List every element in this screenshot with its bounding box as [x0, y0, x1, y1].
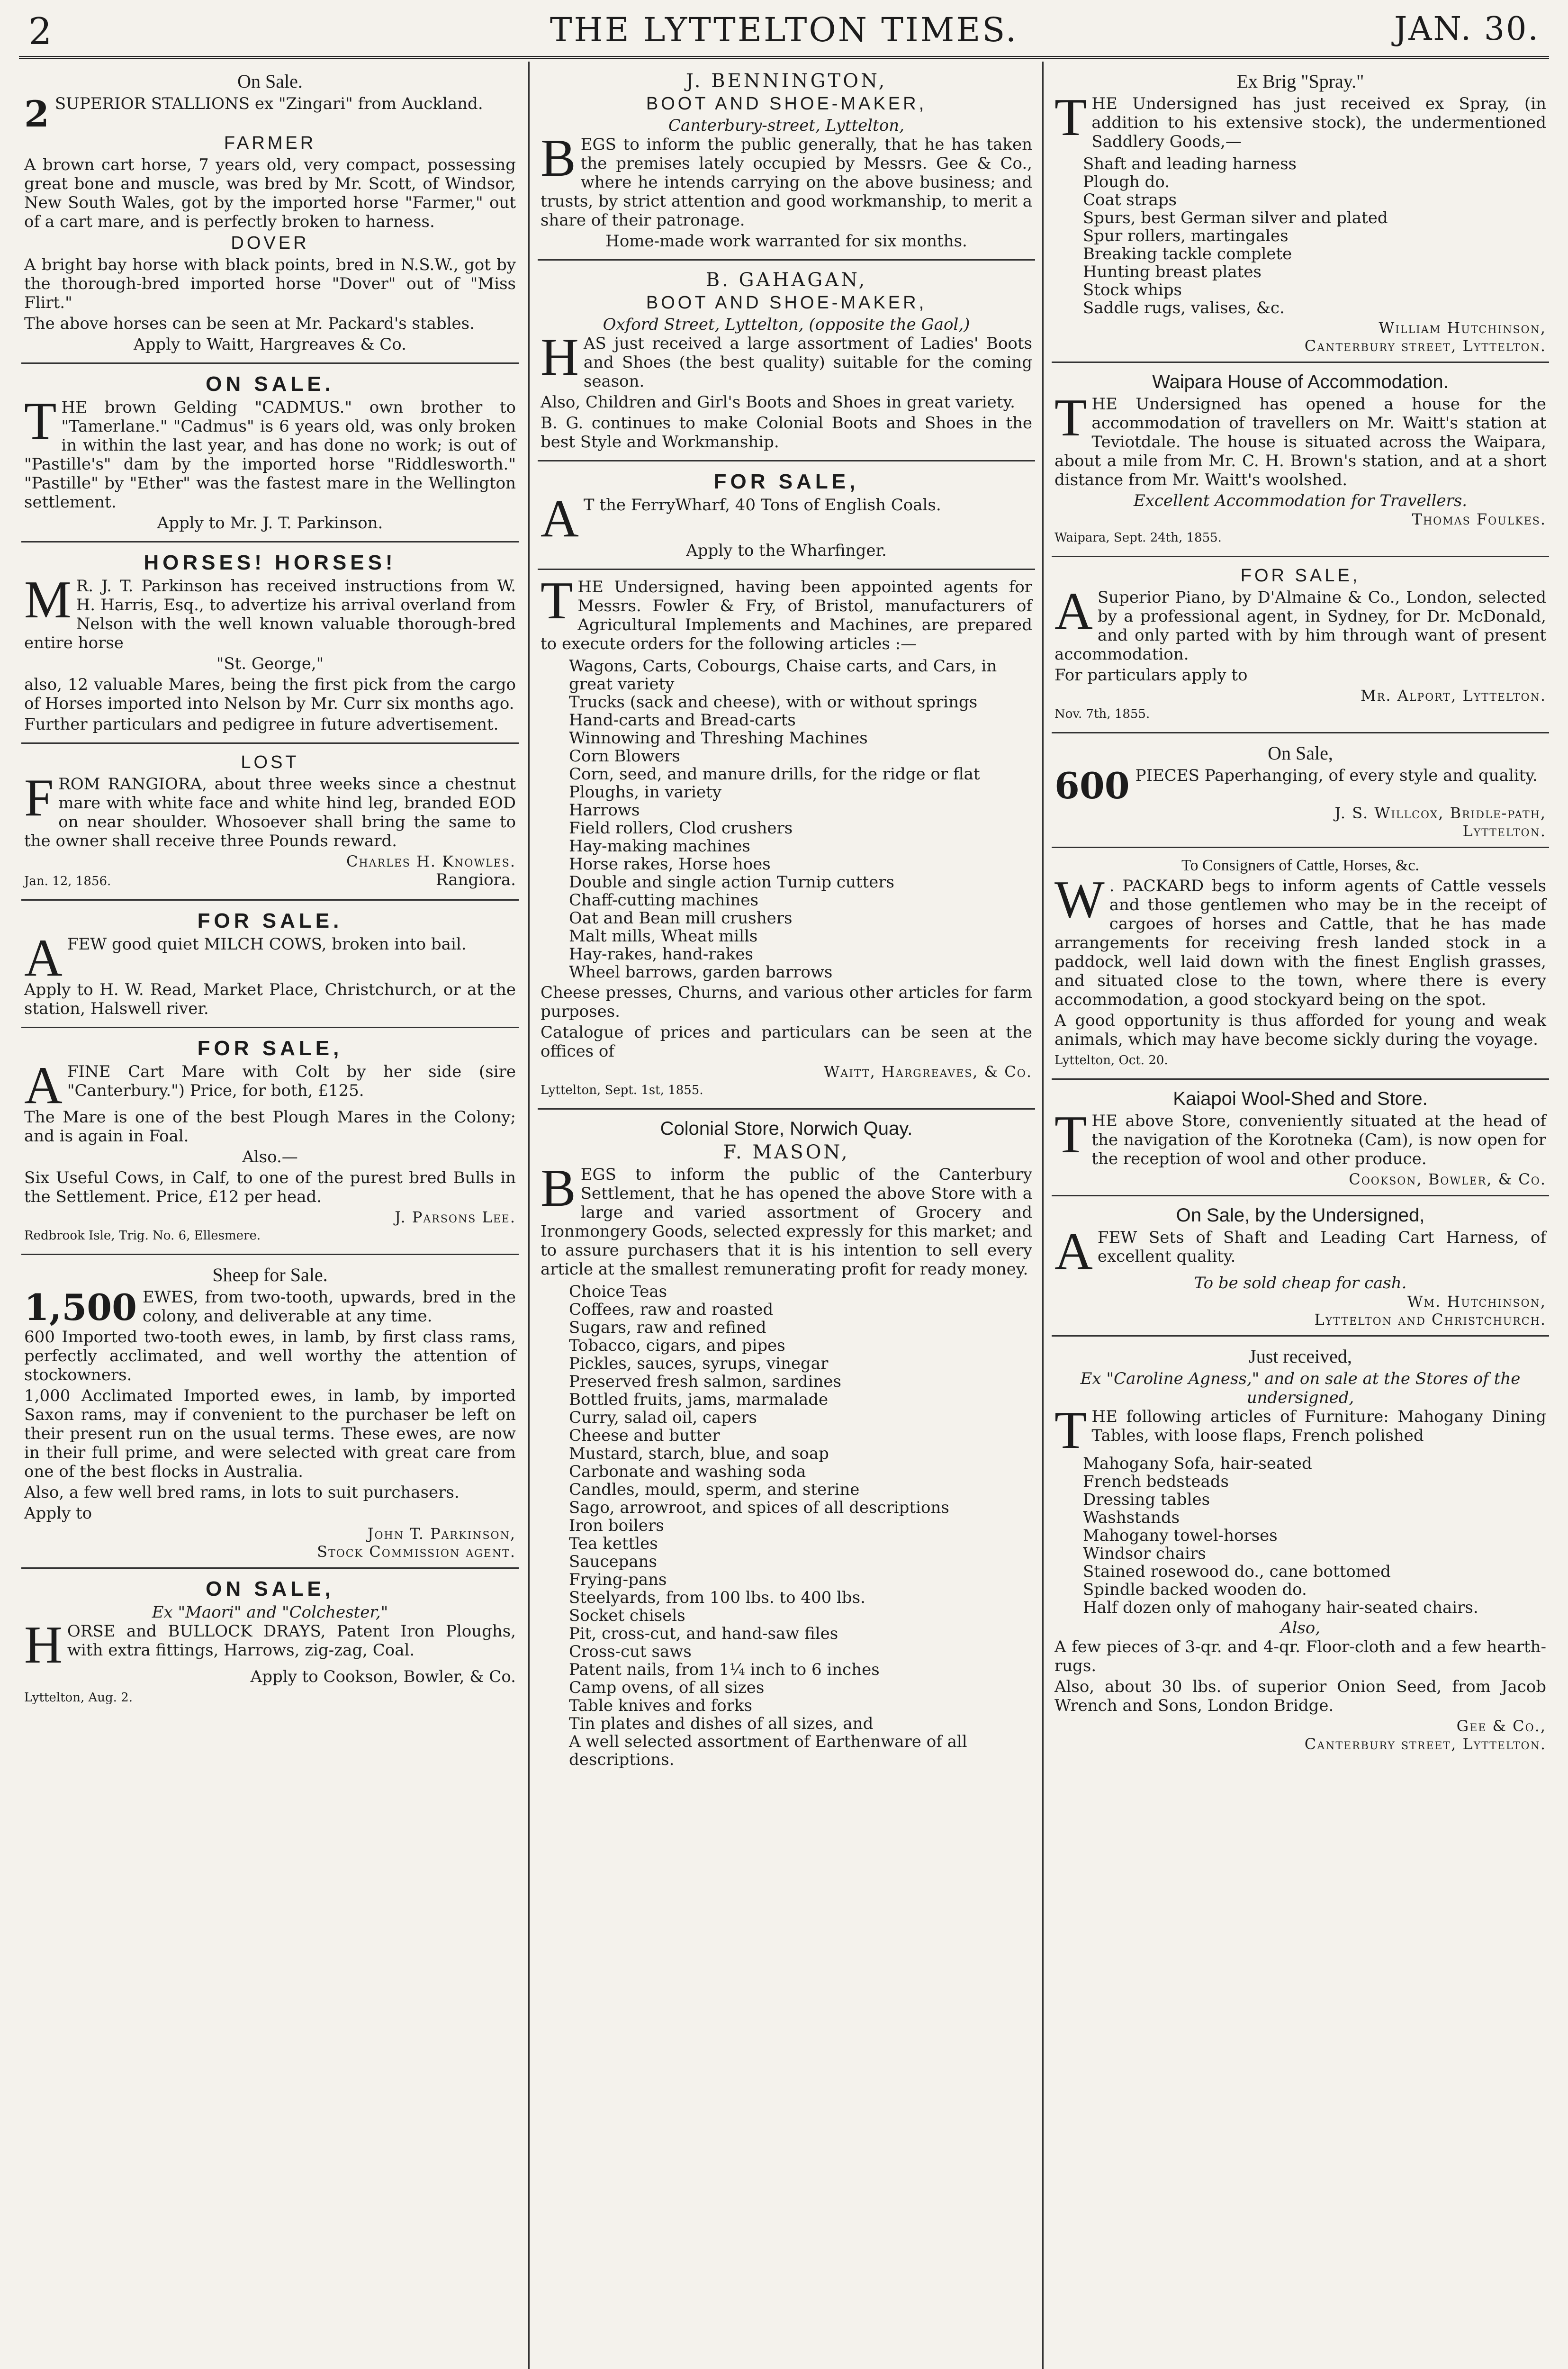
- ad-signature-line2: Lyttelton and Christchurch.: [1314, 1311, 1546, 1329]
- ad-heading: Waipara House of Accommodation.: [1152, 371, 1449, 392]
- ad-text: Home-made work warranted for six months.: [605, 232, 967, 251]
- list-item: Patent nails, from 1¼ inch to 6 inches: [569, 1660, 880, 1679]
- ad-harness: [1052, 1201, 1549, 1337]
- ad-apply: Apply to Waitt, Hargreaves & Co.: [134, 335, 406, 354]
- list-item: Chaff-cutting machines: [569, 891, 759, 910]
- ad-signature-line2: Canterbury street, Lyttelton.: [1304, 337, 1546, 355]
- ad-text: HE following articles of Furniture: Mahogany Dining Tables, with loose flaps, French polished: [1091, 1407, 1546, 1445]
- list-item: Iron boilers: [569, 1516, 664, 1535]
- newspaper-title: THE LYTTELTON TIMES.: [550, 10, 1018, 49]
- ad-text: FEW Sets of Shaft and Leading Cart Harness, of excellent quality.: [1097, 1228, 1546, 1266]
- ad-heading: HORSES! HORSES!: [144, 551, 397, 574]
- ad-heading: FOR SALE,: [197, 1037, 343, 1060]
- ad-heading: Just received,: [1249, 1346, 1352, 1367]
- list-item: Tin plates and dishes of all sizes, and: [569, 1714, 874, 1733]
- list-item: Shaft and leading harness: [1083, 154, 1297, 173]
- list-item: Field rollers, Clod crushers: [569, 819, 793, 838]
- ad-text: Also, a few well bred rams, in lots to suit purchasers.: [24, 1483, 460, 1502]
- list-item: Socket chisels: [569, 1606, 685, 1625]
- ad-subheading: BOOT AND SHOE-MAKER,: [646, 293, 927, 313]
- ad-cadmus: [21, 369, 519, 543]
- list-item: Mahogany towel-horses: [1083, 1526, 1278, 1545]
- ad-text: Six Useful Cows, in Calf, to one of the purest bred Bulls in the Settlement. Price, £12 per head.: [24, 1168, 516, 1206]
- lead-number: 1,500: [24, 1286, 137, 1329]
- drop-cap: B: [541, 129, 576, 188]
- ad-heading: Sheep for Sale.: [212, 1264, 328, 1285]
- ad-text: For particulars apply to: [1054, 666, 1248, 685]
- ad-text: SUPERIOR STALLIONS ex "Zingari" from Auckland.: [54, 94, 483, 113]
- lead-number: 2: [24, 93, 49, 135]
- column-1: [21, 66, 519, 2369]
- ad-heading: Colonial Store, Norwich Quay.: [660, 1118, 913, 1139]
- ad-drays: [21, 1573, 519, 1716]
- drop-cap: B: [541, 1159, 576, 1218]
- list-item: Ploughs, in variety: [569, 783, 722, 802]
- ad-heading: On Sale.: [237, 71, 303, 92]
- list-item: Cheese and butter: [569, 1426, 720, 1445]
- ad-date: Lyttelton, Aug. 2.: [24, 1691, 133, 1705]
- ad-text: A few pieces of 3-qr. and 4-qr. Floor-cloth and a few hearth-rugs.: [1054, 1637, 1546, 1675]
- ad-address: Redbrook Isle, Trig. No. 6, Ellesmere.: [24, 1229, 261, 1243]
- ad-text: 600 Imported two-tooth ewes, in lamb, by first class rams, perfectly acclimated, and well worthy the attention of stockowners.: [24, 1328, 516, 1384]
- ad-heading: FOR SALE,: [713, 470, 859, 493]
- list-item: Spurs, best German silver and plated: [1083, 208, 1388, 227]
- ad-signature: Gee & Co.,: [1456, 1717, 1546, 1735]
- list-item: Corn Blowers: [569, 747, 680, 766]
- ad-text: HE brown Gelding "CADMUS." own brother to "Tamerlane." "Cadmus" is 6 years old, was only broken in within the last year, and has done no work; is out of "Pastille's" dam by the imported horse "Riddlesworth." "Pastille" by "Ether" was the fastest mare in the Wellington settlement.: [24, 398, 516, 512]
- ad-text: The above horses can be seen at Mr. Packard's stables.: [24, 314, 475, 333]
- list-item: Preserved fresh salmon, sardines: [569, 1372, 841, 1391]
- list-item: Malt mills, Wheat mills: [569, 927, 758, 946]
- list-item: Wheel barrows, garden barrows: [569, 963, 833, 982]
- ad-signature: J. Parsons Lee.: [395, 1208, 516, 1226]
- drop-cap: H: [541, 328, 579, 387]
- ad-heading: FOR SALE.: [197, 909, 343, 932]
- ad-address: Canterbury-street, Lyttelton,: [668, 116, 905, 135]
- list-item: Cross-cut saws: [569, 1642, 692, 1661]
- ad-subheading: Ex "Maori" and "Colchester,": [152, 1603, 388, 1622]
- ad-heading: LOST: [241, 752, 299, 772]
- drop-cap: T: [1054, 88, 1087, 147]
- ad-heading: On Sale, by the Undersigned,: [1176, 1205, 1425, 1226]
- list-item: Breaking tackle complete: [1083, 244, 1292, 263]
- ad-signature: Wm. Hutchinson,: [1407, 1293, 1546, 1311]
- ad-heading: To Consigners of Cattle, Horses, &c.: [1181, 857, 1419, 874]
- drop-cap: H: [24, 1616, 63, 1674]
- page-number: 2: [28, 10, 52, 53]
- list-item: Saucepans: [569, 1552, 658, 1571]
- ad-heading: On Sale,: [1268, 742, 1333, 764]
- ad-text: 1,000 Acclimated Imported ewes, in lamb, by imported Saxon rams, may if convenient to the purchaser be left on their present run on the usual terms. These ewes, are now in their full prime, and were selected with great care from one of the best flocks in Australia.: [24, 1386, 516, 1481]
- ad-text: Also, Children and Girl's Boots and Shoes in great variety.: [541, 393, 1015, 412]
- ad-cart-mare: [21, 1033, 519, 1255]
- ad-text: R. J. T. Parkinson has received instructions from W. H. Harris, Esq., to advertize his arrival overland from Nelson with the well known valuable thorough-bred entire horse: [24, 577, 516, 652]
- ad-text: ORSE and BULLOCK DRAYS, Patent Iron Ploughs, with extra fittings, Harrows, zig-zag, Coal.: [67, 1622, 516, 1660]
- list-item: Candles, mould, sperm, and sterine: [569, 1480, 860, 1499]
- ad-text: FEW good quiet MILCH COWS, broken into bail.: [67, 935, 467, 954]
- list-item: Washstands: [1083, 1508, 1180, 1527]
- list-item: Tobacco, cigars, and pipes: [569, 1336, 785, 1355]
- ad-text: HE Undersigned has opened a house for the accommodation of travellers on Mr. Waitt's station at Teviotdale. The house is situated across the Waipara, about a mile from Mr. C. H. Brown's station, and at a short distance from Mr. Waitt's woolshed.: [1054, 395, 1546, 489]
- ad-horses: [21, 547, 519, 744]
- ad-text: The Mare is one of the best Plough Mares in the Colony; and is again in Foal.: [24, 1108, 516, 1146]
- column-2: [538, 66, 1035, 2369]
- drop-cap: T: [1054, 1105, 1087, 1164]
- ad-heading: Ex Brig "Spray.": [1236, 71, 1364, 92]
- list-item: Coat straps: [1083, 190, 1177, 209]
- list-item: Harrows: [569, 801, 640, 820]
- list-item: Wagons, Carts, Cobourgs, Chaise carts, and Cars, in great variety: [569, 657, 997, 694]
- ad-date: Jan. 12, 1856.: [24, 874, 111, 888]
- ad-fowler-fry: [538, 571, 1035, 1110]
- ad-text: AS just received a large assortment of Ladies' Boots and Shoes (the best quality) suitable for the coming season.: [583, 334, 1032, 391]
- ad-apply: Apply to Cookson, Bowler, & Co.: [250, 1667, 516, 1686]
- ad-text: EGS to inform the public of the Canterbury Settlement, that he has opened the above Store with a large and varied assortment of Grocery and Ironmongery Goods, selected expressly for this market; and to assure purchasers that it is his intention to sell every article at the smallest remunerating profit for ready money.: [541, 1165, 1032, 1279]
- ad-text: A good opportunity is thus afforded for young and weak animals, which may have become sickly during the voyage.: [1054, 1011, 1546, 1049]
- drop-cap: T: [1054, 1401, 1087, 1460]
- list-item: Windsor chairs: [1083, 1544, 1206, 1563]
- ad-text: . PACKARD begs to inform agents of Cattle vessels and those gentlemen who may be in the receipt of cargoes of horses and Cattle, that he has made arrangements for receiving fresh landed stock in a paddock, well laid down with the finest English grasses, and situated close to the town, where there is every accommodation, a good stockyard being on the spot.: [1054, 877, 1546, 1009]
- ad-address: Oxford Street, Lyttelton, (opposite the Gaol,): [603, 315, 970, 334]
- ad-packard: [1052, 853, 1549, 1080]
- ad-signature: John T. Parkinson,: [367, 1525, 516, 1543]
- ad-heading: FOR SALE,: [1240, 566, 1361, 586]
- ad-lost: [21, 749, 519, 901]
- list-item: Corn, seed, and manure drills, for the ridge or flat: [569, 765, 980, 784]
- list-item: Mustard, starch, blue, and soap: [569, 1444, 829, 1463]
- ad-signature-line2: Canterbury street, Lyttelton.: [1304, 1735, 1546, 1753]
- saddlery-list: [1054, 155, 1546, 317]
- drop-cap: A: [541, 489, 579, 548]
- list-item: Tea kettles: [569, 1534, 658, 1553]
- ad-apply: Apply to the Wharfinger.: [686, 541, 887, 560]
- masthead-rule: [19, 56, 1549, 59]
- ad-date: Nov. 7th, 1855.: [1054, 707, 1150, 721]
- masthead: [28, 10, 1540, 58]
- drop-cap: F: [24, 769, 54, 827]
- column-3: [1052, 66, 1549, 2369]
- list-item: Frying-pans: [569, 1570, 667, 1589]
- ad-apply: Apply to Mr. J. T. Parkinson.: [157, 514, 383, 533]
- ad-signature: Mr. Alport, Lyttelton.: [1361, 687, 1546, 705]
- ad-kaiapoi: [1052, 1085, 1549, 1196]
- drop-cap: M: [24, 570, 72, 629]
- ad-subheading: DOVER: [231, 233, 309, 253]
- ad-signature: William Hutchinson,: [1379, 319, 1546, 337]
- list-item: Hay-making machines: [569, 837, 750, 856]
- ad-apply: Apply to: [24, 1504, 92, 1523]
- list-item: Spur rollers, martingales: [1083, 226, 1289, 245]
- ad-text: EWES, from two-tooth, upwards, bred in the colony, and deliverable at any time.: [142, 1288, 516, 1326]
- ad-heading: ON SALE.: [206, 372, 334, 396]
- list-item: Pit, cross-cut, and hand-saw files: [569, 1624, 838, 1643]
- list-item: Trucks (sack and cheese), with or without springs: [569, 693, 978, 712]
- list-item: Sugars, raw and refined: [569, 1318, 766, 1337]
- list-item: Oat and Bean mill crushers: [569, 909, 793, 928]
- ad-text: ROM RANGIORA, about three weeks since a chestnut mare with white face and white hind leg, branded EOD on near shoulder. Whosoever shall bring the same to the owner shall receive three Pounds reward.: [24, 775, 516, 850]
- ad-also: Also,: [1280, 1619, 1321, 1637]
- list-item: Sago, arrowroot, and spices of all descriptions: [569, 1498, 949, 1517]
- ad-place: Rangiora.: [436, 870, 516, 889]
- ad-heading: J. BENNINGTON,: [685, 70, 887, 92]
- goods-list: [541, 1283, 1032, 1769]
- ad-italic: To be sold cheap for cash.: [1194, 1274, 1407, 1293]
- list-item: Saddle rugs, valises, &c.: [1083, 298, 1285, 317]
- ad-gahagan: [538, 265, 1035, 461]
- ad-text: also, 12 valuable Mares, being the first pick from the cargo of Horses imported into Nelson by Mr. Curr six months ago.: [24, 675, 516, 713]
- list-item: Spindle backed wooden do.: [1083, 1580, 1307, 1599]
- drop-cap: T: [1054, 389, 1087, 447]
- ad-text: Superior Piano, by D'Almaine & Co., London, selected by a professional agent, in Sydney, for Dr. McDonald, and only parted with by him through want of present accommodation.: [1054, 588, 1546, 664]
- ad-bennington: [538, 66, 1035, 261]
- list-item: Curry, salad oil, capers: [569, 1408, 757, 1427]
- ad-text: T the FerryWharf, 40 Tons of English Coals.: [583, 496, 941, 515]
- ad-text: Catalogue of prices and particulars can be seen at the offices of: [541, 1023, 1032, 1061]
- ad-subheading: FARMER: [224, 133, 316, 153]
- ad-heading: B. GAHAGAN,: [705, 269, 867, 291]
- ad-text: HE above Store, conveniently situated at the head of the navigation of the Korotneka (Cam), is now open for the reception of wool and other produce.: [1091, 1112, 1546, 1168]
- list-item: Plough do.: [1083, 172, 1170, 191]
- implements-list: [541, 657, 1032, 981]
- ad-signature: J. S. Willcox, Bridle-path,: [1334, 804, 1546, 822]
- horse-name: "St. George,": [216, 654, 324, 673]
- list-item: Carbonate and washing soda: [569, 1462, 806, 1481]
- furniture-list: [1054, 1455, 1546, 1617]
- list-item: Hand-carts and Bread-carts: [569, 711, 796, 730]
- issue-date: JAN. 30.: [1394, 10, 1540, 48]
- list-item: French bedsteads: [1083, 1472, 1229, 1491]
- ad-signature-line2: Lyttelton.: [1462, 822, 1546, 840]
- ad-sheep: [21, 1260, 519, 1569]
- ad-date: Lyttelton, Oct. 20.: [1054, 1053, 1168, 1067]
- list-item: Horse rakes, Horse hoes: [569, 855, 771, 874]
- ad-signature: Thomas Foulkes.: [1412, 510, 1546, 528]
- ad-milch-cows: [21, 905, 519, 1028]
- ad-text: HE Undersigned has just received ex Spray, (in addition to his extensive stock), the undermentioned Saddlery Goods,—: [1091, 94, 1546, 151]
- ad-heading: ON SALE,: [206, 1577, 334, 1600]
- list-item: Hay-rakes, hand-rakes: [569, 945, 753, 964]
- list-item: Steelyards, from 100 lbs. to 400 lbs.: [569, 1588, 865, 1607]
- ad-signature: Charles H. Knowles.: [346, 852, 516, 870]
- ad-text: Also, about 30 lbs. of superior Onion Seed, from Jacob Wrench and Sons, London Bridge.: [1054, 1677, 1546, 1715]
- list-item: Bottled fruits, jams, marmalade: [569, 1390, 829, 1409]
- lead-number: 600: [1054, 765, 1130, 807]
- drop-cap: T: [24, 392, 57, 451]
- ad-coals: [538, 466, 1035, 570]
- ad-signature: Cookson, Bowler, & Co.: [1349, 1170, 1546, 1188]
- drop-cap: A: [24, 929, 63, 987]
- drop-cap: A: [1054, 1222, 1093, 1281]
- ad-text: Further particulars and pedigree in future advertisement.: [24, 715, 499, 734]
- ad-stallions: [21, 66, 519, 364]
- column-divider: [528, 62, 530, 2369]
- list-item: Choice Teas: [569, 1282, 667, 1301]
- drop-cap: T: [541, 571, 573, 630]
- ad-text: HE Undersigned, having been appointed agents for Messrs. Fowler & Fry, of Bristol, manufacturers of Agricultural Implements and Machines, are prepared to execute orders for the following articles :—: [541, 578, 1032, 653]
- ad-furniture: [1052, 1341, 1549, 1760]
- ad-text: FINE Cart Mare with Colt by her side (sire "Canterbury.") Price, for both, £125.: [67, 1062, 516, 1100]
- ad-date: Lyttelton, Sept. 1st, 1855.: [541, 1083, 703, 1097]
- drop-cap: A: [1054, 582, 1093, 641]
- ad-text: EGS to inform the public generally, that he has taken the premises lately occupied by Messrs. Gee & Co., where he intends carrying on the above business; and trusts, by strict attention and good workmanship, to merit a share of their patronage.: [541, 135, 1032, 230]
- list-item: Hunting breast plates: [1083, 262, 1262, 281]
- ad-text: A brown cart horse, 7 years old, very compact, possessing great bone and muscle, was bred by Mr. Scott, of Windsor, New South Wales, got by the imported horse "Farmer," out of a cart mare, and is perfectly broken to harness.: [24, 155, 516, 231]
- list-item: Pickles, sauces, syrups, vinegar: [569, 1354, 829, 1373]
- ad-text: A bright bay horse with black points, bred in N.S.W., got by the thorough-bred imported horse "Dover" out of "Miss Flirt.": [24, 255, 516, 312]
- list-item: Stock whips: [1083, 280, 1182, 299]
- list-item: Stained rosewood do., cane bottomed: [1083, 1562, 1391, 1581]
- list-item: Winnowing and Threshing Machines: [569, 729, 868, 748]
- ad-colonial-store: [538, 1114, 1035, 1777]
- ad-date: Waipara, Sept. 24th, 1855.: [1054, 531, 1222, 545]
- ad-subheading: F. MASON,: [723, 1141, 850, 1163]
- ad-subheading: Ex "Caroline Agness," and on sale at the Stores of the undersigned,: [1080, 1369, 1521, 1407]
- drop-cap: W: [1054, 870, 1105, 929]
- list-item: Mahogany Sofa, hair-seated: [1083, 1454, 1312, 1473]
- drop-cap: A: [24, 1056, 63, 1115]
- ad-spray: [1052, 66, 1549, 363]
- ad-piano: [1052, 562, 1549, 733]
- ad-also: Also.—: [242, 1148, 298, 1166]
- ad-paperhanging: [1052, 738, 1549, 848]
- list-item: Coffees, raw and roasted: [569, 1300, 774, 1319]
- ad-subheading: BOOT AND SHOE-MAKER,: [646, 94, 927, 114]
- list-item: Double and single action Turnip cutters: [569, 873, 895, 892]
- ad-signature: Waitt, Hargreaves, & Co.: [824, 1063, 1032, 1081]
- ad-text: PIECES Paperhanging, of every style and quality.: [1135, 766, 1538, 785]
- ad-waipara: [1052, 368, 1549, 557]
- ad-text: Apply to H. W. Read, Market Place, Christchurch, or at the station, Halswell river.: [24, 980, 516, 1018]
- column-divider: [1042, 62, 1044, 2369]
- list-item: A well selected assortment of Earthenware of all descriptions.: [569, 1732, 967, 1769]
- ad-heading: Kaiapoi Wool-Shed and Store.: [1173, 1088, 1428, 1109]
- list-item: Camp ovens, of all sizes: [569, 1678, 765, 1697]
- ad-italic: Excellent Accommodation for Travellers.: [1133, 491, 1468, 510]
- ad-signature-line2: Stock Commission agent.: [317, 1543, 516, 1561]
- ad-text: B. G. continues to make Colonial Boots and Shoes in the best Style and Workmanship.: [541, 414, 1032, 452]
- ad-text: Cheese presses, Churns, and various other articles for farm purposes.: [541, 983, 1032, 1021]
- list-item: Half dozen only of mahogany hair-seated chairs.: [1083, 1598, 1478, 1617]
- list-item: Table knives and forks: [569, 1696, 752, 1715]
- list-item: Dressing tables: [1083, 1490, 1210, 1509]
